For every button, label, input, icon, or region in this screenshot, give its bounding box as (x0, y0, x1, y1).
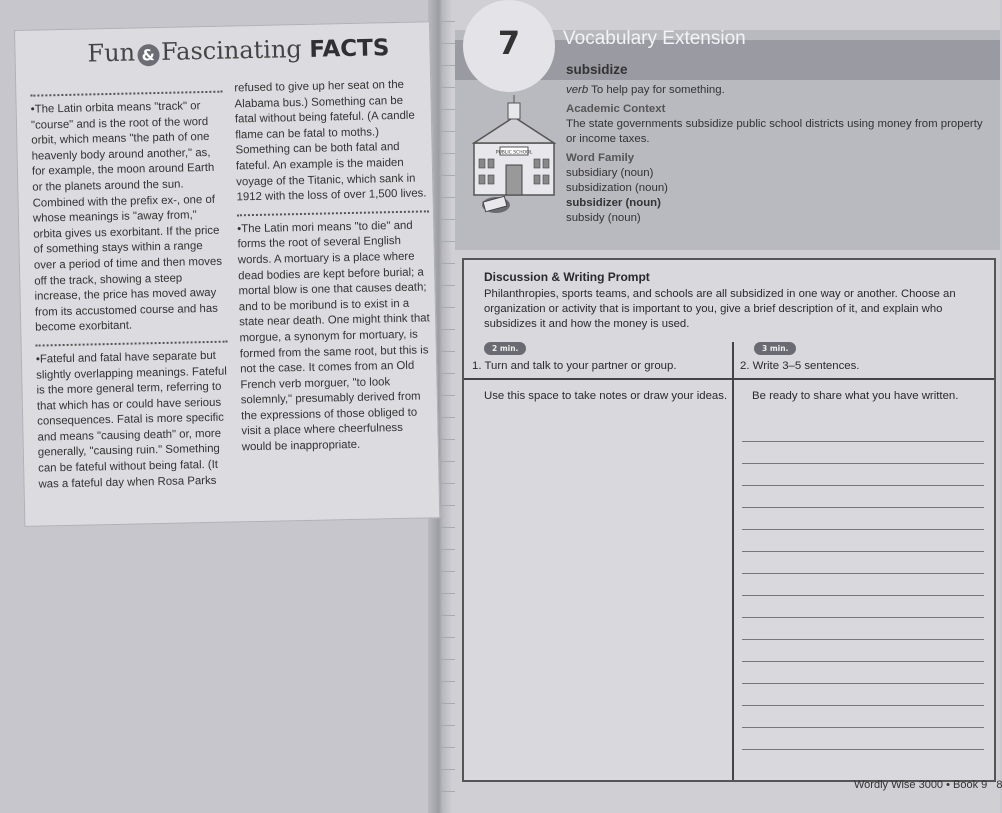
ampersand-badge: & (137, 44, 159, 66)
fact-fateful-fatal-continued: refused to give up her seat on the Alabama bus.) Something can be fatal without being fateful. (A candle flame can be fatal to moths.) Something can be both fatal and fateful. An example is the maiden voyage of the Titanic, which sank in 1912 with the loss of over 1,500 lives. (234, 78, 427, 204)
vocab-entry (566, 62, 986, 226)
discussion-prompt: Philanthropies, sports teams, and schools are all subsidized in one way or another. Choose an organization or activity that is important to you, give a brief description of it, and explain who subsidizes it and how the money is used. (484, 288, 956, 330)
horizontal-divider (464, 378, 994, 380)
entry-word: subsidize (566, 62, 628, 77)
timer-badge-3min: 3 min. (754, 342, 796, 355)
word-family-item: subsidiary (noun) (566, 167, 654, 179)
dotted-divider (36, 341, 228, 347)
academic-context-text: The state governments subsidize public school districts using money from property or income taxes. (566, 118, 983, 145)
fact-mori: • The Latin mori means "to die" and forms the root of several English words. A mortuary is a place where dead bodies are kept before burial; a mortal blow is one that causes death; and to be moribund is to exist in a state near death. One might think that morgue, a synonym for mortuary, is formed from the same root, but this is not the case. It comes from an Old French verb morguer, "to look solemnly," presumably derived from the expressions of those obliged to visit a place where cheerfulness would be inappropriate. (237, 218, 434, 456)
step-turn-and-talk: 1. Turn and talk to your partner or group. (472, 360, 677, 372)
school-building-icon (470, 95, 558, 220)
page-edge-lines (440, 0, 455, 813)
word-family-item: subsidy (noun) (566, 212, 641, 224)
definition: To help pay for something. (591, 84, 725, 96)
book-title: Wordly Wise 3000 • Book 9 (854, 779, 988, 791)
page-number: 8 (996, 779, 1002, 791)
writing-lines[interactable] (742, 420, 984, 770)
word-family-item: subsidization (noun) (566, 182, 668, 194)
section-title: Vocabulary Extension (563, 28, 746, 49)
fact-fateful-fatal: • Fateful and fatal have separate but slightly overlapping meanings. Fateful is the more general term, referring to that which has or could have serious consequences. Fatal is more specific and means "causing death" or, more generally, "causing ruin." Something can be fateful without being fatal. (It was a fateful day when Rosa Parks (36, 349, 231, 493)
facts-title: Fun & Fascinating FACTS (87, 34, 390, 68)
facts-box (14, 21, 440, 527)
facts-column-1 (30, 87, 231, 501)
share-hint: Be ready to share what you have written. (752, 390, 959, 402)
dotted-divider (30, 91, 222, 97)
academic-context-header: Academic Context (566, 103, 666, 115)
word-family-header: Word Family (566, 152, 635, 164)
part-of-speech: verb (566, 84, 589, 96)
step-write: 2. Write 3–5 sentences. (740, 360, 860, 372)
discussion-title: Discussion & Writing Prompt (484, 270, 650, 284)
facts-column-2 (234, 77, 434, 464)
discussion-box (462, 258, 996, 782)
svg-text:PUBLIC SCHOOL: PUBLIC SCHOOL (495, 150, 533, 156)
lesson-number-badge: 7 (463, 0, 555, 92)
timer-badge-2min: 2 min. (484, 342, 526, 355)
fact-orbita: • The Latin orbita means "track" or "course" and is the root of the word orbit, which means "the path of one heavenly body around another," as, for example, the moon around Earth or the planets around the sun. Combined with the prefix ex-, one of whose meanings is "away from," orbita gives us exorbitant. If the price of something stays within a range over a period of time and then moves off the track, showing a steep increase, the price has moved away from its accustomed course and has become exorbitant. (31, 99, 228, 337)
page-footer (854, 779, 1002, 791)
word-family-item: subsidizer (noun) (566, 197, 661, 209)
vertical-divider (732, 342, 734, 780)
entry-definition-line (566, 83, 986, 98)
dotted-divider (237, 210, 429, 216)
notes-hint: Use this space to take notes or draw your ideas. (484, 390, 728, 402)
